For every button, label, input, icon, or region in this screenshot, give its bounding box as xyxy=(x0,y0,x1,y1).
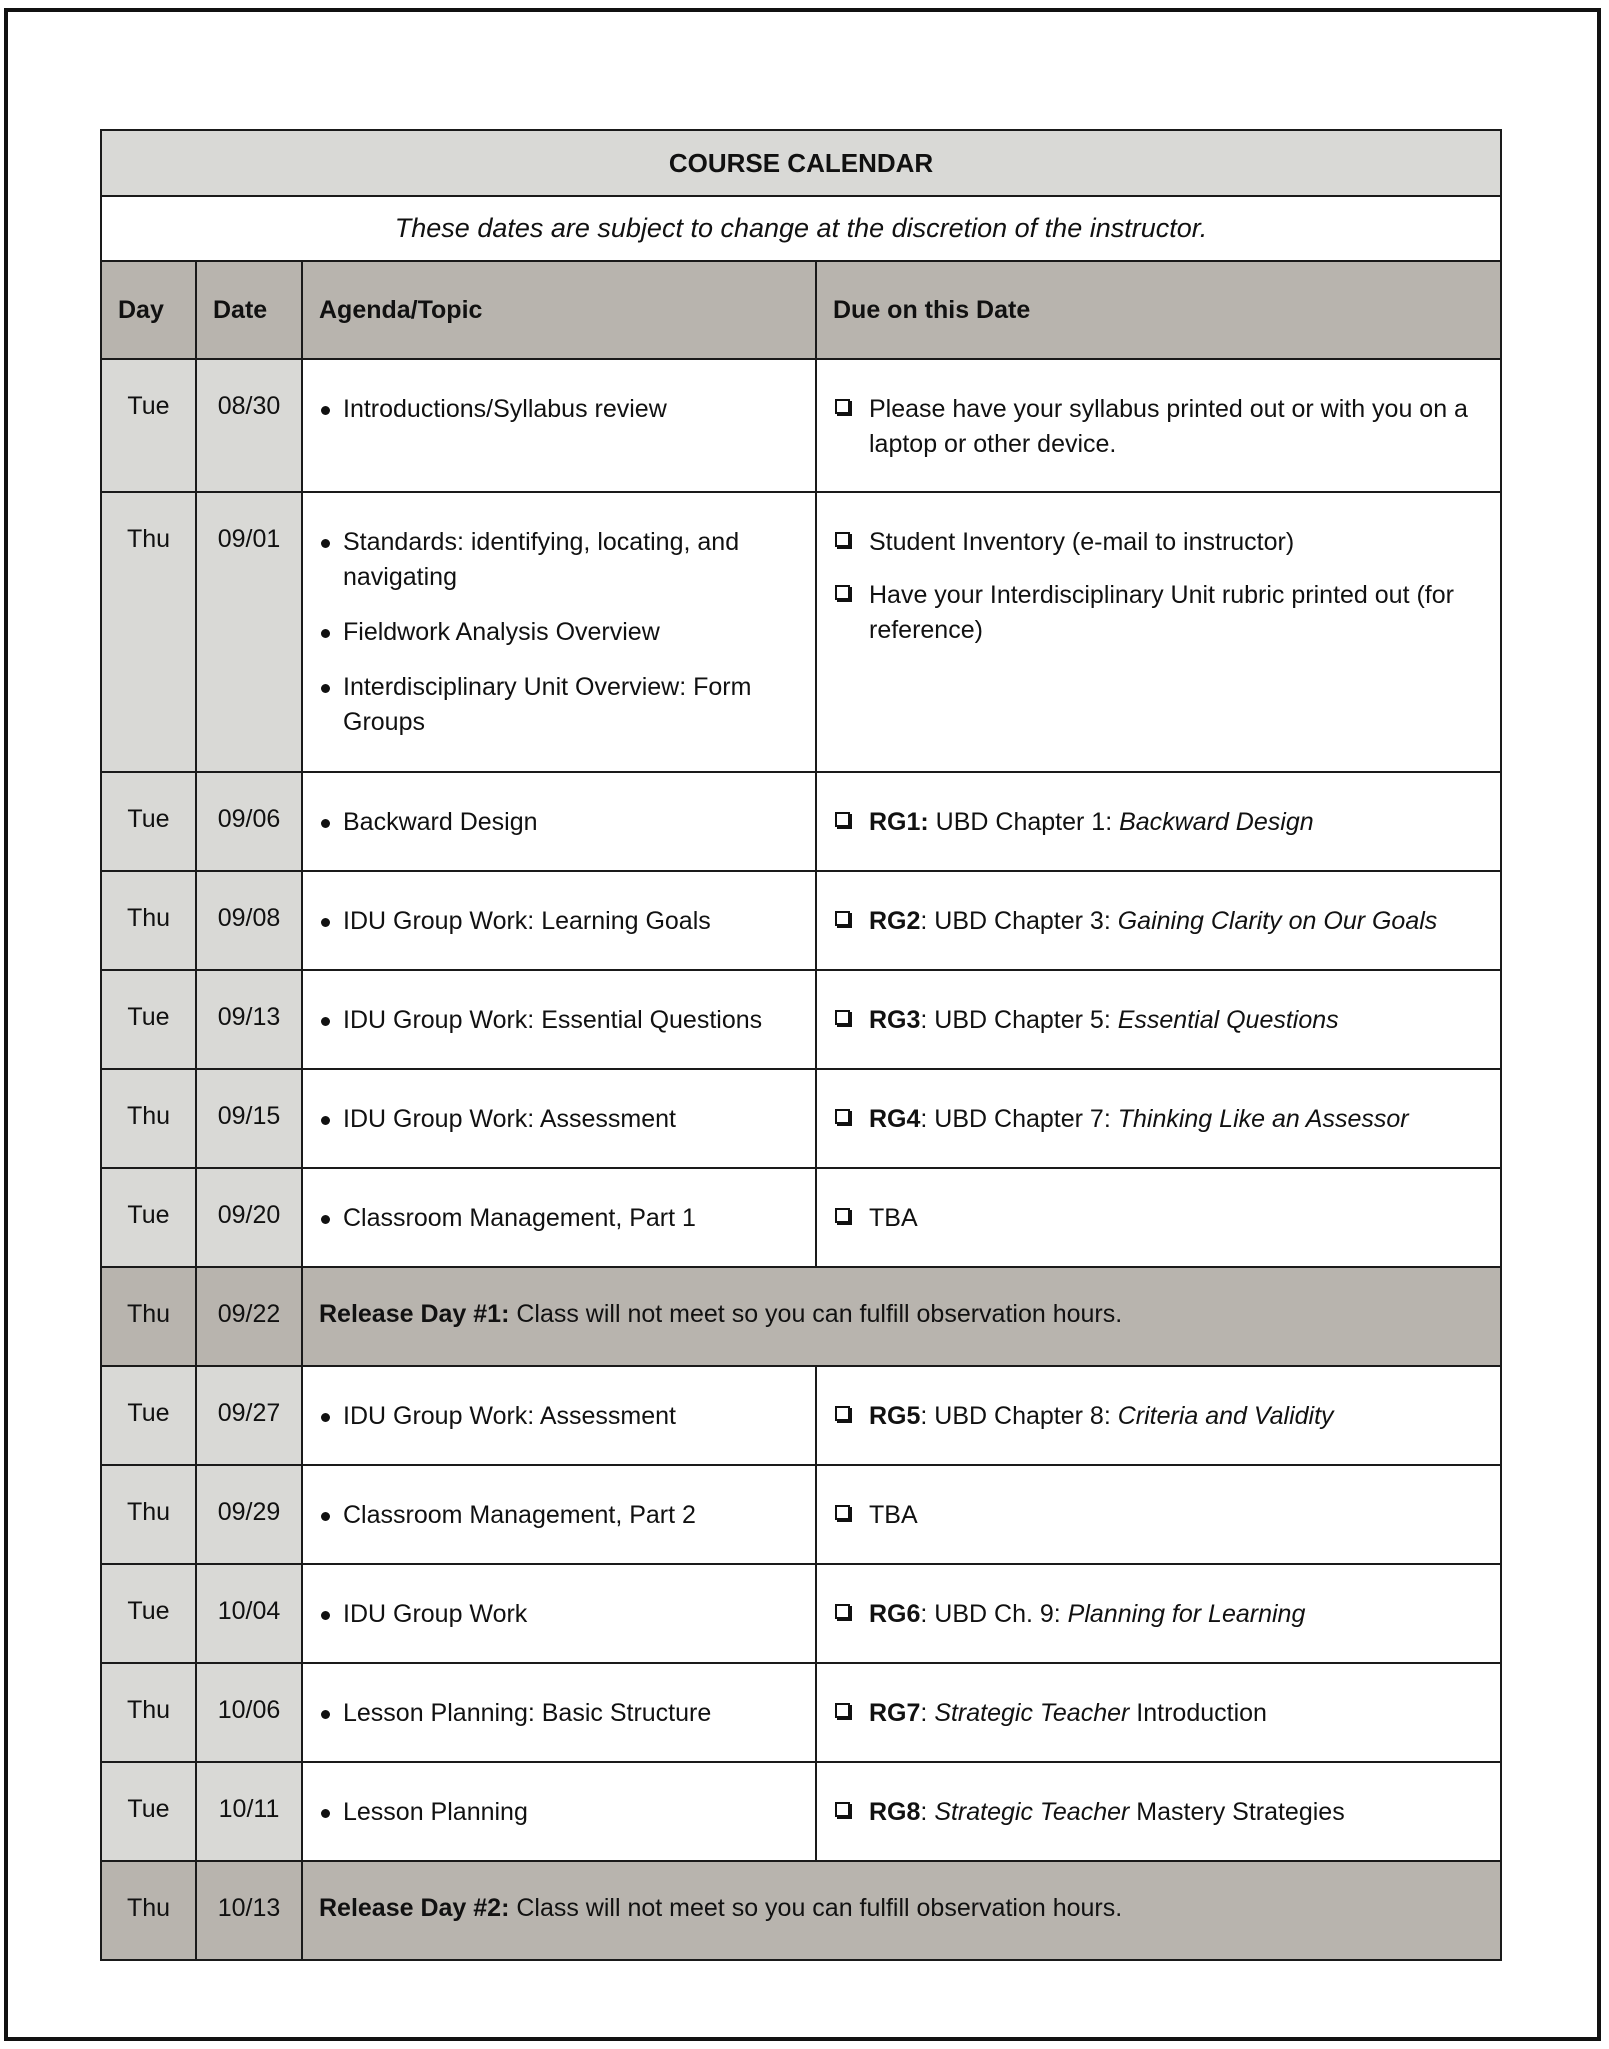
agenda-list xyxy=(319,904,799,939)
reading-guide-code: RG5 xyxy=(869,1402,921,1430)
agenda-item: IDU Group Work: Assessment xyxy=(319,1102,799,1137)
row-day: Thu xyxy=(101,1465,196,1564)
agenda-list xyxy=(319,1201,799,1236)
calendar-row xyxy=(101,359,1501,492)
row-due xyxy=(816,492,1501,772)
checkbox-icon xyxy=(835,1010,850,1025)
agenda-item: IDU Group Work: Learning Goals xyxy=(319,904,799,939)
reading-title: Essential Questions xyxy=(1117,1006,1339,1034)
header-agenda: Agenda/Topic xyxy=(302,261,816,359)
due-item xyxy=(833,1399,1484,1434)
release-text: Class will not meet so you can fulfill observation hours. xyxy=(509,1894,1123,1922)
calendar-row xyxy=(101,1267,1501,1366)
release-label: Release Day #2: xyxy=(319,1894,510,1922)
row-day: Thu xyxy=(101,492,196,772)
row-due xyxy=(816,1069,1501,1168)
agenda-list xyxy=(319,1102,799,1137)
row-day: Tue xyxy=(101,1564,196,1663)
checkbox-icon xyxy=(835,1703,850,1718)
agenda-item: Standards: identifying, locating, and navigating xyxy=(319,525,799,595)
header-date: Date xyxy=(196,261,302,359)
row-due xyxy=(816,1564,1501,1663)
reading-guide-code: RG4 xyxy=(869,1105,921,1133)
reading-title: Backward Design xyxy=(1119,808,1314,836)
due-item xyxy=(833,805,1484,840)
due-list xyxy=(833,1597,1484,1632)
due-list xyxy=(833,805,1484,840)
row-date: 09/08 xyxy=(196,871,302,970)
due-list xyxy=(833,1102,1484,1137)
agenda-item: IDU Group Work xyxy=(319,1597,799,1632)
agenda-item: Classroom Management, Part 2 xyxy=(319,1498,799,1533)
agenda-item: IDU Group Work: Essential Questions xyxy=(319,1003,799,1038)
header-due: Due on this Date xyxy=(816,261,1501,359)
row-date: 10/11 xyxy=(196,1762,302,1861)
due-item xyxy=(833,578,1484,648)
agenda-list xyxy=(319,1003,799,1038)
row-due xyxy=(816,1762,1501,1861)
reading-guide-code: RG3 xyxy=(869,1006,921,1034)
checkbox-icon xyxy=(835,1505,850,1520)
agenda-item: Interdisciplinary Unit Overview: Form Groups xyxy=(319,670,799,740)
row-agenda xyxy=(302,1465,816,1564)
reading-title: Thinking Like an Assessor xyxy=(1117,1105,1409,1133)
due-list xyxy=(833,1696,1484,1731)
row-date: 08/30 xyxy=(196,359,302,492)
due-item xyxy=(833,1102,1484,1137)
row-day: Thu xyxy=(101,1861,196,1960)
row-date: 09/27 xyxy=(196,1366,302,1465)
calendar-row xyxy=(101,1663,1501,1762)
due-list xyxy=(833,392,1484,462)
due-text: : UBD Chapter 5: xyxy=(920,1006,1118,1034)
due-item xyxy=(833,1795,1484,1830)
agenda-item: Introductions/Syllabus review xyxy=(319,392,799,427)
due-list xyxy=(833,904,1484,939)
release-label: Release Day #1: xyxy=(319,1300,510,1328)
row-agenda xyxy=(302,1168,816,1267)
agenda-item: Classroom Management, Part 1 xyxy=(319,1201,799,1236)
row-agenda xyxy=(302,772,816,871)
reading-title: Strategic Teacher xyxy=(934,1798,1130,1826)
row-agenda xyxy=(302,1762,816,1861)
release-text: Class will not meet so you can fulfill observation hours. xyxy=(509,1300,1123,1328)
calendar-row xyxy=(101,772,1501,871)
agenda-list xyxy=(319,1498,799,1533)
calendar-title: COURSE CALENDAR xyxy=(101,130,1501,196)
checkbox-icon xyxy=(835,1109,850,1124)
agenda-item: Lesson Planning: Basic Structure xyxy=(319,1696,799,1731)
calendar-row xyxy=(101,1564,1501,1663)
row-date: 10/13 xyxy=(196,1861,302,1960)
checkbox-icon xyxy=(835,1208,850,1223)
calendar-row xyxy=(101,1366,1501,1465)
row-day: Thu xyxy=(101,1267,196,1366)
row-date: 09/01 xyxy=(196,492,302,772)
checkbox-icon xyxy=(835,812,850,827)
row-day: Tue xyxy=(101,1366,196,1465)
row-day: Thu xyxy=(101,1069,196,1168)
row-agenda xyxy=(302,970,816,1069)
due-list xyxy=(833,1201,1484,1236)
calendar-row xyxy=(101,1762,1501,1861)
row-agenda xyxy=(302,359,816,492)
reading-guide-code: RG8 xyxy=(869,1798,921,1826)
agenda-item: Fieldwork Analysis Overview xyxy=(319,615,799,650)
due-text: : UBD Ch. 9: xyxy=(920,1600,1068,1628)
due-list xyxy=(833,1498,1484,1533)
agenda-list xyxy=(319,805,799,840)
due-text: Student Inventory (e-mail to instructor) xyxy=(869,528,1295,556)
calendar-row xyxy=(101,970,1501,1069)
due-text-tail: Introduction xyxy=(1129,1699,1267,1727)
calendar-row xyxy=(101,1069,1501,1168)
calendar-row xyxy=(101,1861,1501,1960)
row-date: 10/04 xyxy=(196,1564,302,1663)
row-due xyxy=(816,359,1501,492)
agenda-list xyxy=(319,1696,799,1731)
row-day: Tue xyxy=(101,1762,196,1861)
agenda-item: IDU Group Work: Assessment xyxy=(319,1399,799,1434)
row-date: 09/20 xyxy=(196,1168,302,1267)
due-text: : UBD Chapter 3: xyxy=(920,907,1118,935)
reading-title: Strategic Teacher xyxy=(934,1699,1130,1727)
due-text: Have your Interdisciplinary Unit rubric printed out (for reference) xyxy=(869,581,1454,644)
due-text: : xyxy=(920,1699,935,1727)
agenda-list xyxy=(319,1795,799,1830)
checkbox-icon xyxy=(835,1406,850,1421)
row-agenda xyxy=(302,1564,816,1663)
row-day: Tue xyxy=(101,772,196,871)
reading-title: Criteria and Validity xyxy=(1117,1402,1334,1430)
release-day-note xyxy=(302,1267,1501,1366)
row-due xyxy=(816,772,1501,871)
row-agenda xyxy=(302,492,816,772)
checkbox-icon xyxy=(835,1604,850,1619)
reading-title: Gaining Clarity on Our Goals xyxy=(1117,907,1438,935)
row-day: Tue xyxy=(101,970,196,1069)
row-date: 10/06 xyxy=(196,1663,302,1762)
due-item xyxy=(833,904,1484,939)
due-item xyxy=(833,525,1484,560)
reading-title: Planning for Learning xyxy=(1067,1600,1306,1628)
row-due xyxy=(816,1168,1501,1267)
row-date: 09/06 xyxy=(196,772,302,871)
agenda-list xyxy=(319,1399,799,1434)
due-item xyxy=(833,1003,1484,1038)
row-due xyxy=(816,1663,1501,1762)
calendar-row xyxy=(101,871,1501,970)
agenda-list xyxy=(319,392,799,427)
due-text: TBA xyxy=(869,1501,918,1529)
checkbox-icon xyxy=(835,532,850,547)
calendar-row xyxy=(101,1168,1501,1267)
calendar-note: These dates are subject to change at the discretion of the instructor. xyxy=(101,196,1501,261)
due-text: : UBD Chapter 8: xyxy=(920,1402,1118,1430)
row-due xyxy=(816,1465,1501,1564)
checkbox-icon xyxy=(835,911,850,926)
due-item xyxy=(833,1696,1484,1731)
row-agenda xyxy=(302,1663,816,1762)
row-day: Thu xyxy=(101,871,196,970)
due-item xyxy=(833,392,1484,462)
due-item xyxy=(833,1201,1484,1236)
agenda-item: Lesson Planning xyxy=(319,1795,799,1830)
agenda-list xyxy=(319,525,799,740)
row-agenda xyxy=(302,871,816,970)
due-list xyxy=(833,525,1484,648)
checkbox-icon xyxy=(835,399,850,414)
row-day: Tue xyxy=(101,1168,196,1267)
due-text: : UBD Chapter 7: xyxy=(920,1105,1118,1133)
row-due xyxy=(816,1366,1501,1465)
due-text: Please have your syllabus printed out or with you on a laptop or other device. xyxy=(869,395,1468,458)
reading-guide-code: RG6 xyxy=(869,1600,921,1628)
due-item xyxy=(833,1597,1484,1632)
release-day-note xyxy=(302,1861,1501,1960)
due-item xyxy=(833,1498,1484,1533)
row-date: 09/29 xyxy=(196,1465,302,1564)
row-day: Tue xyxy=(101,359,196,492)
checkbox-icon xyxy=(835,1802,850,1817)
due-text: TBA xyxy=(869,1204,918,1232)
due-list xyxy=(833,1795,1484,1830)
agenda-item: Backward Design xyxy=(319,805,799,840)
row-agenda xyxy=(302,1069,816,1168)
due-text: : xyxy=(920,1798,935,1826)
row-agenda xyxy=(302,1366,816,1465)
due-text-tail: Mastery Strategies xyxy=(1129,1798,1345,1826)
due-list xyxy=(833,1003,1484,1038)
row-due xyxy=(816,871,1501,970)
header-row xyxy=(101,261,1501,359)
row-date: 09/15 xyxy=(196,1069,302,1168)
reading-guide-code: RG7 xyxy=(869,1699,921,1727)
due-list xyxy=(833,1399,1484,1434)
course-calendar-table xyxy=(100,129,1502,1961)
due-text: UBD Chapter 1: xyxy=(928,808,1120,836)
row-date: 09/22 xyxy=(196,1267,302,1366)
row-date: 09/13 xyxy=(196,970,302,1069)
header-day: Day xyxy=(101,261,196,359)
row-due xyxy=(816,970,1501,1069)
calendar-row xyxy=(101,492,1501,772)
checkbox-icon xyxy=(835,585,850,600)
row-day: Thu xyxy=(101,1663,196,1762)
agenda-list xyxy=(319,1597,799,1632)
reading-guide-code: RG2 xyxy=(869,907,921,935)
calendar-row xyxy=(101,1465,1501,1564)
reading-guide-code: RG1: xyxy=(869,808,929,836)
